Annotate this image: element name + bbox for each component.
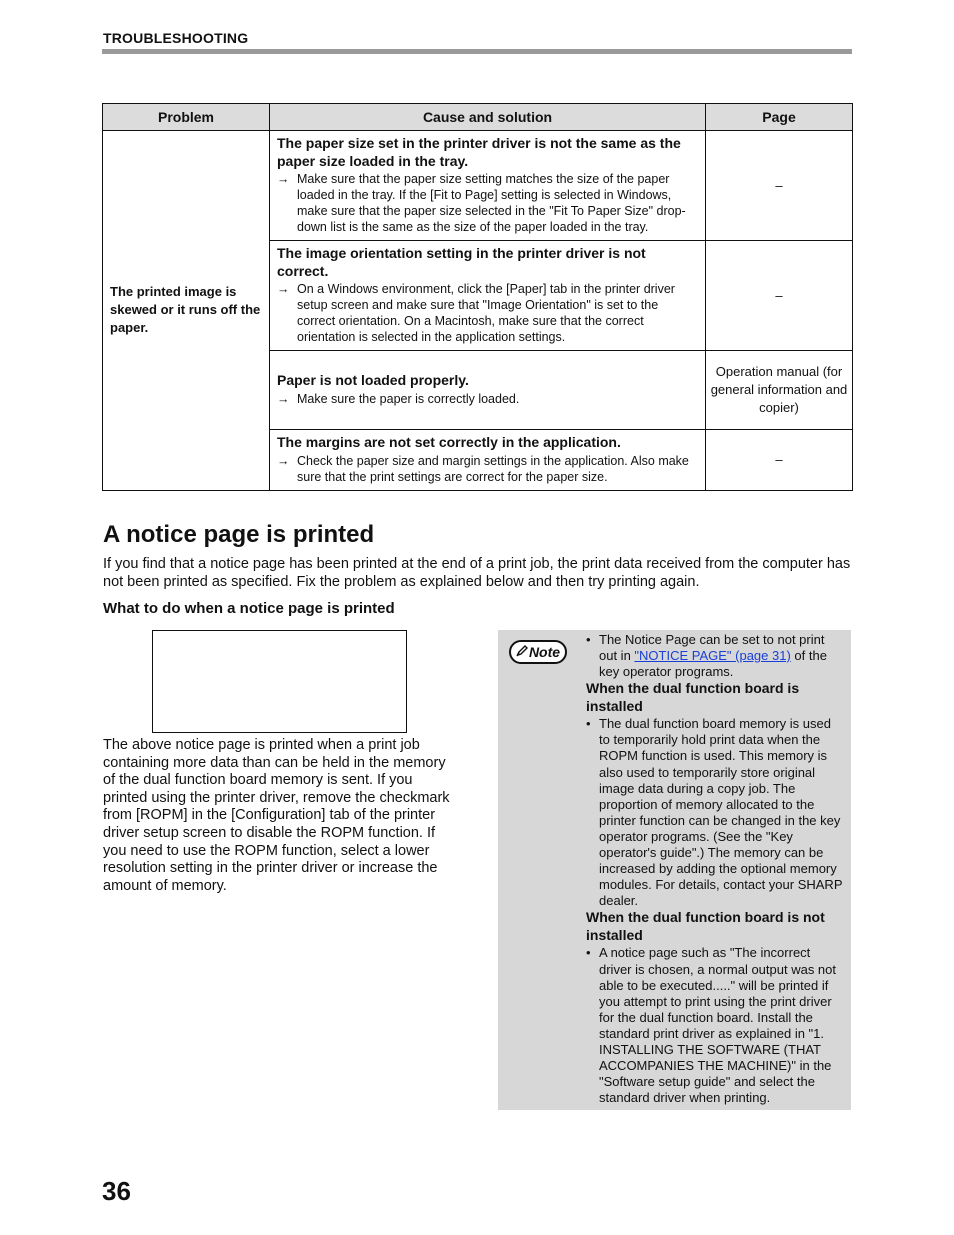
note-item — [586, 945, 844, 1106]
column-header-problem: Problem — [103, 104, 270, 131]
page-cell: – — [706, 430, 853, 491]
section-heading: A notice page is printed — [103, 521, 375, 548]
section-label: TROUBLESHOOTING — [103, 30, 249, 46]
page-cell: Operation manual (for general information and copier) — [706, 351, 853, 430]
cause-cell — [270, 430, 706, 491]
solution-text: Check the paper size and margin settings in the application. Also make sure that the print settings are correct for the paper size. — [297, 453, 689, 484]
cause-title: The image orientation setting in the printer driver is not correct. — [277, 245, 646, 279]
pencil-icon — [516, 644, 528, 660]
table-row — [103, 131, 853, 241]
note-content — [586, 631, 844, 1106]
column-header-cause: Cause and solution — [270, 104, 706, 131]
note-text: The Notice Page can be set to not print out in — [599, 632, 825, 664]
page-cell: – — [706, 131, 853, 241]
cause-title: The paper size set in the printer driver is not the same as the paper size loaded in the tray. — [277, 135, 681, 169]
solution-line — [277, 391, 699, 407]
cause-cell — [270, 241, 706, 351]
note-label: Note — [528, 644, 561, 660]
bullet-icon: • — [586, 945, 591, 961]
note-item-text: A notice page such as "The incorrect driver is chosen, a normal output was not able to be executed....." will be printed if you attempt to print using the print driver for the dual function board. Install the standard print driver as explained in "1. INSTALLING THE SOFTWARE (THAT ACCOMPANIES THE MACHINE)" in the "Software setup guide" and select the standard driver when printing. — [599, 945, 837, 1106]
arrow-icon: → — [277, 453, 290, 468]
note-item — [586, 632, 844, 680]
solution-line — [277, 171, 699, 235]
notice-page-link[interactable]: "NOTICE PAGE" (page 31) — [634, 648, 791, 664]
arrow-icon: → — [277, 391, 290, 406]
bullet-icon: • — [586, 716, 591, 732]
page-number: 36 — [102, 1176, 131, 1206]
note-subheading: When the dual function board is not installed — [586, 909, 825, 943]
subheading: What to do when a notice page is printed — [103, 600, 395, 617]
note-item — [586, 716, 844, 909]
cause-cell — [270, 131, 706, 241]
arrow-icon: → — [277, 282, 290, 296]
notice-page-illustration — [152, 630, 407, 733]
solution-line — [277, 281, 699, 345]
problem-cell: The printed image is skewed or it runs off the paper. — [103, 131, 270, 491]
solution-text: Make sure that the paper size setting matches the size of the paper loaded in the tray. If the [Fit to Page] setting is selected in Windows, make sure that the paper size selected in the "Fit To Paper Size" drop-down list is the same as the size of the paper loaded in the tray. — [297, 172, 686, 234]
bullet-icon: • — [586, 632, 591, 647]
solution-text: Make sure the paper is correctly loaded. — [297, 391, 520, 406]
note-badge — [509, 640, 567, 664]
note-item-text: The dual function board memory is used to temporarily hold print data when the ROPM function is used. This memory is also used to temporarily store original image data during a copy job. The proportion of memory allocated to the printer function can be changed in the key operator programs. (See the "Key operator's guide".) The memory can be increased by adding the optional memory modules. For details, contact your SHARP dealer. — [599, 716, 843, 909]
cause-title: Paper is not loaded properly. — [277, 372, 469, 389]
solution-text: On a Windows environment, click the [Paper] tab in the printer driver setup screen and make sure that "Image Orientation" is set to the correct orientation. On a Macintosh, make sure that the correct orientation is selected in the application settings. — [297, 282, 675, 344]
note-subheading: When the dual function board is installed — [586, 680, 800, 714]
cause-title: The margins are not set correctly in the application. — [277, 434, 621, 450]
header-divider — [102, 49, 852, 54]
intro-paragraph: If you find that a notice page has been printed at the end of a print job, the print data received from the computer has not been printed as specified. Fix the problem as explained below and then try printing again. — [103, 556, 851, 590]
note-text: of the key operator programs. — [599, 648, 827, 680]
arrow-icon: → — [277, 172, 290, 186]
table-header-row — [103, 104, 853, 131]
page-cell: – — [706, 241, 853, 351]
column-header-page: Page — [706, 104, 853, 131]
troubleshooting-table — [102, 103, 853, 491]
note-item-text — [599, 632, 844, 680]
solution-line — [277, 453, 699, 485]
cause-cell — [270, 351, 706, 430]
body-paragraph: The above notice page is printed when a print job containing more data than can be held in the memory of the dual function board memory is sent. If you printed using the printer driver, remove the checkmark from [ROPM] in the [Configuration] tab of the printer driver setup screen to disable the ROPM function. If you need to use the ROPM function, select a lower resolution setting in the printer driver or increase the amount of memory. — [103, 737, 450, 894]
